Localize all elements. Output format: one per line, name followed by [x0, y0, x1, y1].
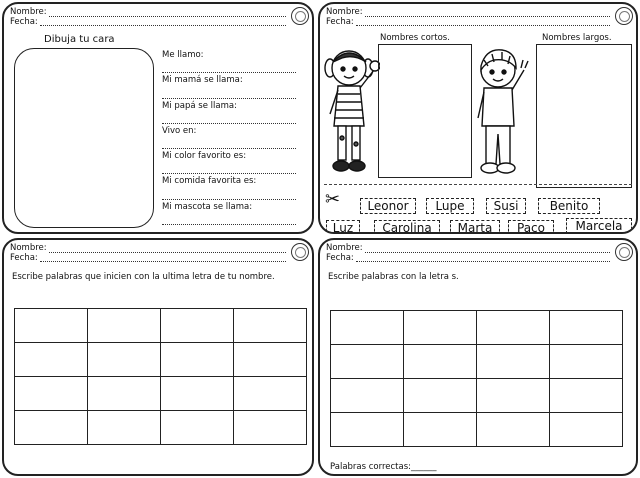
grid-cell[interactable] [550, 311, 623, 345]
grid-row [331, 345, 623, 379]
nombre-label: Nombre: [10, 7, 47, 17]
grid-cell[interactable] [15, 343, 88, 377]
question-name[interactable]: Me llamo: [162, 48, 296, 73]
instruction-text: Escribe palabras con la letra s. [328, 272, 459, 282]
nombre-line[interactable] [365, 244, 610, 253]
nombre-line[interactable] [365, 8, 610, 17]
grid-cell[interactable] [550, 413, 623, 447]
name-card[interactable]: Benito [538, 198, 600, 214]
girl-illustration-icon [324, 42, 380, 180]
name-card[interactable]: Susi [486, 198, 526, 214]
worksheet-letter-s [318, 238, 638, 476]
writing-grid [330, 310, 623, 447]
fecha-label: Fecha: [10, 16, 38, 27]
short-names-title: Nombres cortos. [380, 33, 450, 43]
student-header [326, 244, 610, 263]
fecha-line[interactable] [356, 18, 610, 27]
nombre-label: Nombre: [326, 243, 363, 253]
name-card[interactable]: Lupe [426, 198, 474, 214]
nombre-line[interactable] [49, 244, 286, 253]
grid-cell[interactable] [550, 379, 623, 413]
instruction-text: Escribe palabras que inicien con la ultima letra de tu nombre. [12, 272, 275, 282]
stamp-icon [291, 7, 309, 25]
grid-cell[interactable] [88, 309, 161, 343]
grid-cell[interactable] [161, 411, 234, 445]
grid-cell[interactable] [234, 343, 307, 377]
student-header [10, 8, 286, 27]
question-home[interactable]: Vivo en: [162, 124, 296, 149]
grid-cell[interactable] [234, 377, 307, 411]
fecha-label: Fecha: [326, 16, 354, 27]
student-header [326, 8, 610, 27]
grid-cell[interactable] [88, 411, 161, 445]
fecha-label: Fecha: [10, 252, 38, 263]
grid-row [15, 343, 307, 377]
grid-row [15, 377, 307, 411]
nombre-label: Nombre: [10, 243, 47, 253]
fecha-label: Fecha: [326, 252, 354, 263]
grid-cell[interactable] [404, 345, 477, 379]
grid-cell[interactable] [404, 311, 477, 345]
grid-cell[interactable] [477, 311, 550, 345]
stamp-icon [291, 243, 309, 261]
grid-row [331, 379, 623, 413]
long-names-title: Nombres largos. [542, 33, 612, 43]
draw-face-title: Dibuja tu cara [44, 34, 115, 45]
name-card[interactable]: Marta [450, 220, 500, 234]
grid-row [331, 311, 623, 345]
grid-cell[interactable] [331, 413, 404, 447]
long-names-box[interactable] [536, 44, 632, 188]
draw-face-box[interactable] [14, 48, 154, 228]
short-names-box[interactable] [378, 44, 472, 178]
cut-line [324, 184, 632, 185]
stamp-icon [615, 243, 633, 261]
grid-cell[interactable] [15, 377, 88, 411]
grid-cell[interactable] [550, 345, 623, 379]
grid-cell[interactable] [234, 411, 307, 445]
grid-cell[interactable] [404, 413, 477, 447]
grid-cell[interactable] [331, 345, 404, 379]
name-card[interactable]: Paco [508, 220, 554, 234]
grid-row [15, 411, 307, 445]
question-mom[interactable]: Mi mamá se llama: [162, 73, 296, 98]
grid-cell[interactable] [161, 343, 234, 377]
name-card[interactable]: Leonor [360, 198, 416, 214]
scissors-icon: ✂ [325, 189, 341, 210]
correct-words-count[interactable]: Palabras correctas:______ [330, 462, 437, 472]
fecha-line[interactable] [40, 18, 286, 27]
student-header [10, 244, 286, 263]
worksheet-last-letter [2, 238, 314, 476]
fecha-line[interactable] [40, 254, 286, 263]
grid-cell[interactable] [477, 379, 550, 413]
question-color[interactable]: Mi color favorito es: [162, 149, 296, 174]
grid-cell[interactable] [88, 343, 161, 377]
stamp-icon [615, 7, 633, 25]
name-card[interactable]: Marcela [566, 218, 632, 234]
nombre-label: Nombre: [326, 7, 363, 17]
grid-cell[interactable] [404, 379, 477, 413]
grid-cell[interactable] [15, 309, 88, 343]
fecha-line[interactable] [356, 254, 610, 263]
grid-cell[interactable] [477, 345, 550, 379]
grid-cell[interactable] [161, 309, 234, 343]
grid-cell[interactable] [88, 377, 161, 411]
grid-cell[interactable] [161, 377, 234, 411]
grid-row [15, 309, 307, 343]
grid-cell[interactable] [234, 309, 307, 343]
name-card[interactable]: Luz [326, 220, 360, 234]
nombre-line[interactable] [49, 8, 286, 17]
boy-illustration-icon [472, 46, 532, 180]
grid-cell[interactable] [15, 411, 88, 445]
grid-cell[interactable] [331, 311, 404, 345]
about-me-questions [162, 48, 296, 225]
question-food[interactable]: Mi comida favorita es: [162, 174, 296, 199]
question-dad[interactable]: Mi papá se llama: [162, 99, 296, 124]
grid-cell[interactable] [477, 413, 550, 447]
worksheet-about-me [2, 2, 314, 234]
grid-cell[interactable] [331, 379, 404, 413]
writing-grid [14, 308, 307, 445]
question-pet[interactable]: Mi mascota se llama: [162, 200, 296, 225]
grid-row [331, 413, 623, 447]
name-card[interactable]: Carolina [374, 220, 440, 234]
worksheet-name-sort [318, 2, 638, 234]
